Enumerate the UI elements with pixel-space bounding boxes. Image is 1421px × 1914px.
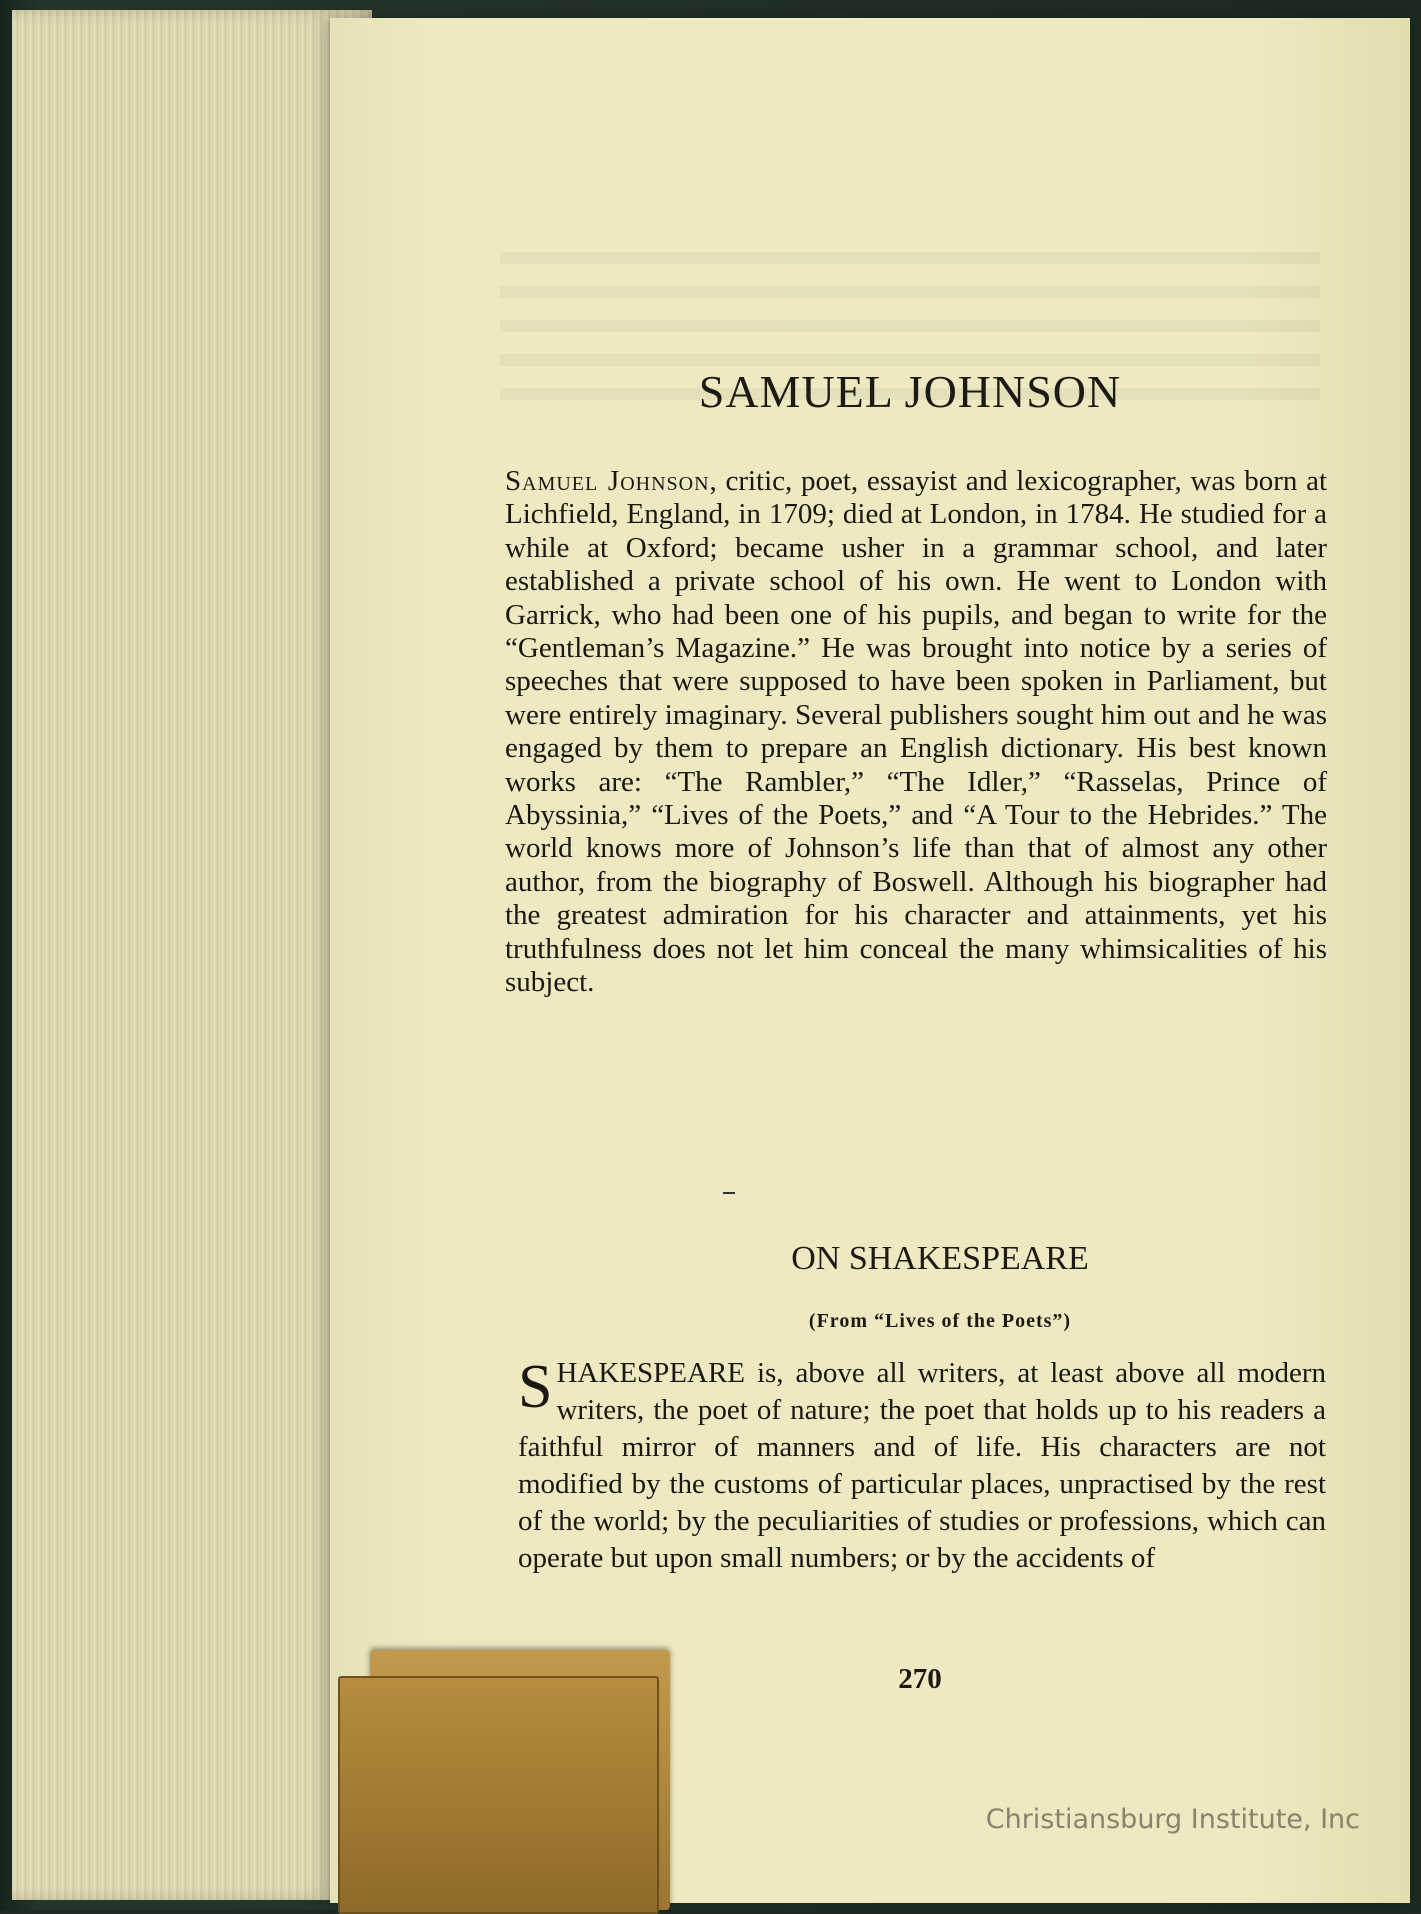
essay-text: is, above all writers, at least above all modern writers, the poet of nature; the poet that holds up to his readers a faithful mirror of manners and of life. His characters are not modified by the customs of particular places, unpractised by the rest of the world; by the peculiarities of studies or professions, which can operate but upon small numbers; or by the accidents of — [518, 1357, 1326, 1574]
drop-cap: S — [518, 1353, 553, 1421]
biography-paragraph — [505, 465, 1327, 1000]
watermark: Christiansburg Institute, Inc — [985, 1804, 1360, 1835]
bleed-through-heading — [740, 175, 1120, 198]
essay-first-word: HAKESPEARE — [556, 1357, 745, 1389]
section-divider — [723, 1192, 735, 1194]
essay-paragraph — [518, 1355, 1326, 1577]
page-number: 270 — [898, 1663, 942, 1695]
section-title: ON SHAKESPEARE — [791, 1240, 1089, 1277]
section-subtitle: (From “Lives of the Poets”) — [808, 1310, 1072, 1332]
bio-text: , critic, poet, essayist and lexicographer, was born at Lichfield, England, in 1709; died at London, in 1784. He studied for a while at Oxford; became usher in a grammar school, and later established a private school of his own. He went to London with Garrick, who had been one of his pupils, and began to write for the “Gentleman’s Magazine.” He was brought into notice by a series of speeches that were supposed to have been spoken in Parliament, but were entirely imaginary. Several publishers sought him out and he was engaged by them to prepare an English dictionary. His best known works are: “The Rambler,” “The Idler,” “Rasselas, Prince of Abyssinia,” “Lives of the Poets,” and “A Tour to the Hebrides.” The world knows more of Johnson’s life than that of almost any other author, from the biography of Boswell. Although his biographer had the greatest admiration for his character and attainments, yet his truthfulness does not let him conceal the many whimsicalities of his subject. — [505, 465, 1328, 999]
page-title: SAMUEL JOHNSON — [698, 366, 1122, 417]
page-stack — [12, 10, 372, 1900]
bio-name: Samuel Johnson — [505, 465, 710, 497]
book-weight-box-front — [338, 1676, 659, 1914]
